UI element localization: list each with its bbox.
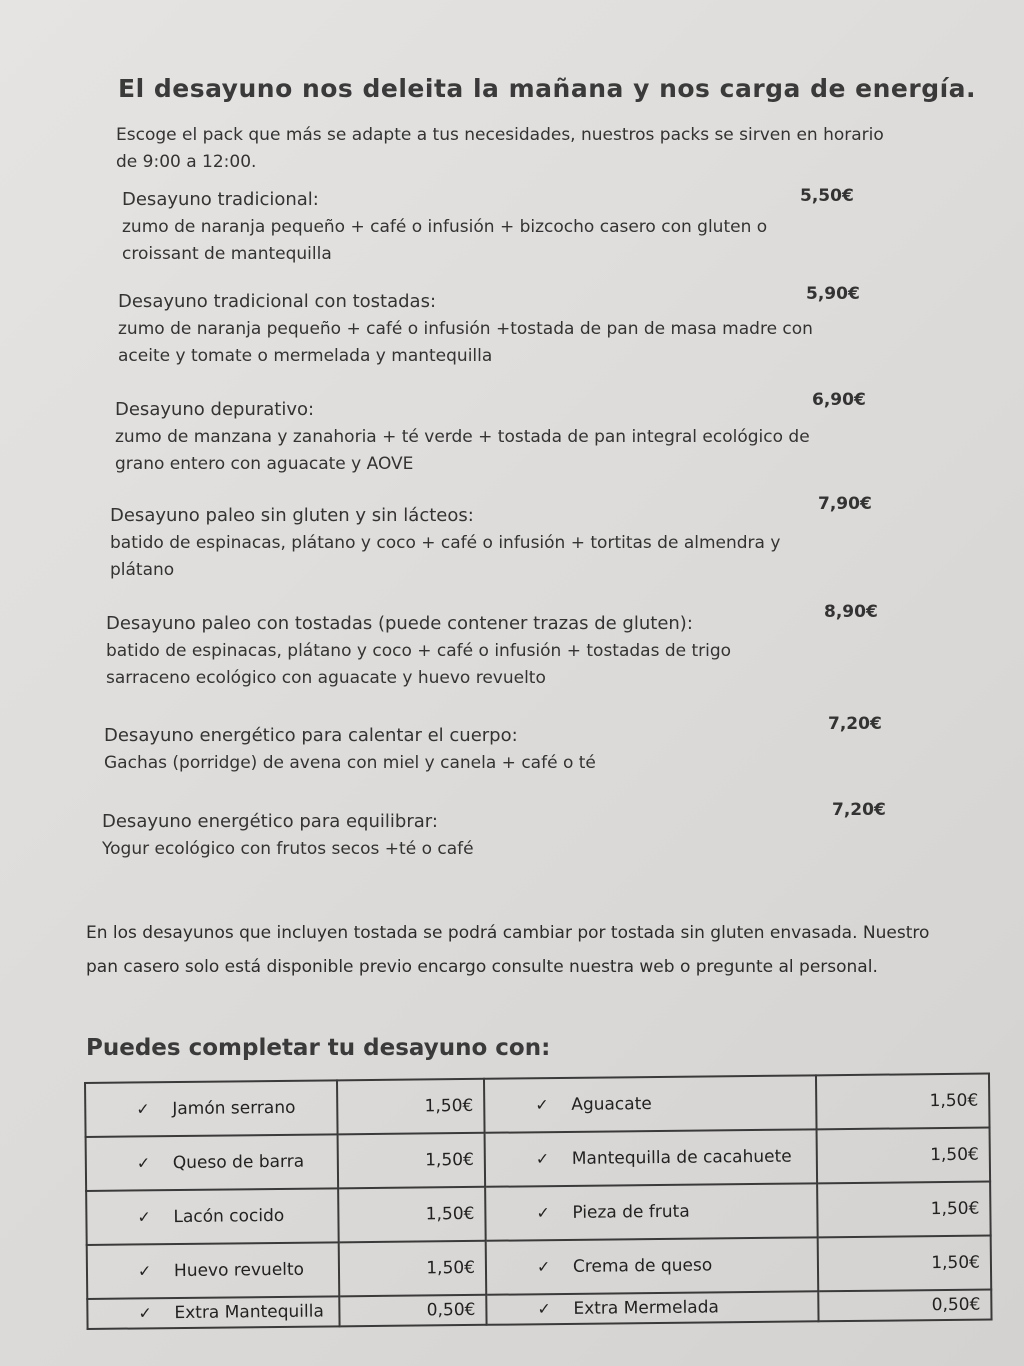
extra-name: Aguacate [571,1094,652,1115]
item-name: Desayuno paleo con tostadas (puede contener trazas de gluten): [106,613,693,634]
item-name: Desayuno energético para equilibrar: [102,811,438,832]
extra-price: 1,50€ [817,1182,991,1238]
extras-table [84,1073,993,1330]
extra-name: Pieza de fruta [572,1201,690,1223]
item-description: Yogur ecológico con frutos secos +té o café [102,839,474,859]
extra-left-cell [86,1188,339,1245]
extra-price: 0,50€ [818,1290,991,1322]
item-description: Gachas (porridge) de avena con miel y canela + café o té [104,753,596,773]
extra-price: 0,50€ [339,1295,486,1327]
extra-right-cell [486,1291,818,1324]
extra-price: 1,50€ [337,1079,485,1135]
extra-right-cell [485,1183,818,1240]
check-icon: ✓ [536,1203,550,1223]
item-price: 8,90€ [824,602,878,622]
table-row [86,1128,991,1191]
item-name: Desayuno energético para calentar el cuerpo: [104,725,518,746]
extra-left-cell [85,1080,338,1137]
item-description: zumo de manzana y zanahoria + té verde + tostada de pan integral ecológico de grano entero con aguacate y AOVE [115,427,810,474]
check-icon: ✓ [137,1207,151,1227]
extra-name: Crema de queso [572,1255,713,1277]
item-price: 5,90€ [806,284,860,304]
check-icon: ✓ [537,1299,551,1319]
item-description: zumo de naranja pequeño + café o infusión +tostada de pan de masa madre con aceite y tomate o mermelada y mantequilla [118,319,813,366]
extra-price: 1,50€ [338,1133,486,1189]
item-description: zumo de naranja pequeño + café o infusión + bizcocho casero con gluten o croissant de mantequilla [122,217,768,264]
item-price: 5,50€ [800,186,854,206]
item-name: Desayuno depurativo: [115,399,315,420]
item-price: 7,90€ [818,494,872,514]
item-price: 7,20€ [832,800,886,820]
item-name: Desayuno tradicional con tostadas: [118,291,437,312]
extra-left-cell [86,1134,339,1191]
check-icon: ✓ [535,1095,549,1115]
extra-price: 1,50€ [816,1074,990,1130]
item-price: 7,20€ [828,714,882,734]
extra-name: Jamón serrano [172,1097,296,1120]
menu-item [104,722,804,777]
extra-price: 1,50€ [818,1236,992,1292]
menu-item [115,396,815,478]
menu-item [122,186,822,268]
check-icon: ✓ [136,1099,150,1119]
extra-left-cell [87,1296,339,1329]
item-name: Desayuno paleo sin gluten y sin lácteos: [110,505,474,526]
extra-name: Huevo revuelto [173,1259,305,1282]
item-name: Desayuno tradicional: [122,189,319,210]
table-row [85,1074,990,1137]
page-title: El desayuno nos deleita la mañana y nos carga de energía. [118,74,977,103]
extra-right-cell [486,1237,819,1294]
item-description: batido de espinacas, plátano y coco + café o infusión + tostadas de trigo sarraceno ecológico con aguacate y huevo revuelto [106,641,732,688]
extra-price: 1,50€ [339,1241,487,1297]
menu-item [102,808,802,863]
menu-item [106,610,806,692]
check-icon: ✓ [536,1257,551,1277]
check-icon: ✓ [137,1261,152,1281]
extra-name: Mantequilla de cacahuete [571,1146,792,1169]
extra-name: Extra Mermelada [573,1297,719,1319]
check-icon: ✓ [138,1303,152,1323]
extra-right-cell [484,1075,817,1132]
gluten-note: En los desayunos que incluyen tostada se podrá cambiar por tostada sin gluten envasada. Nuestro pan casero solo está disponible previo encargo consulte nuestra web o pregunte al personal. [86,923,930,977]
table-row [86,1182,991,1245]
item-description: batido de espinacas, plátano y coco + café o infusión + tortitas de almendra y plátano [110,533,781,580]
extra-price: 1,50€ [338,1187,486,1243]
check-icon: ✓ [535,1149,550,1169]
table-row [87,1236,992,1299]
extra-left-cell [87,1242,340,1299]
item-price: 6,90€ [812,390,866,410]
menu-item [118,288,818,370]
extras-title: Puedes completar tu desayuno con: [86,1035,551,1061]
extra-right-cell [485,1129,818,1186]
extra-name: Extra Mantequilla [174,1301,324,1324]
menu-item [110,502,810,584]
check-icon: ✓ [136,1153,151,1173]
extra-name: Queso de barra [172,1151,305,1174]
extra-price: 1,50€ [817,1128,991,1184]
intro-text: Escoge el pack que más se adapte a tus necesidades, nuestros packs se sirven en horario de 9:00 a 12:00. [116,125,884,172]
extra-name: Lacón cocido [173,1205,285,1228]
